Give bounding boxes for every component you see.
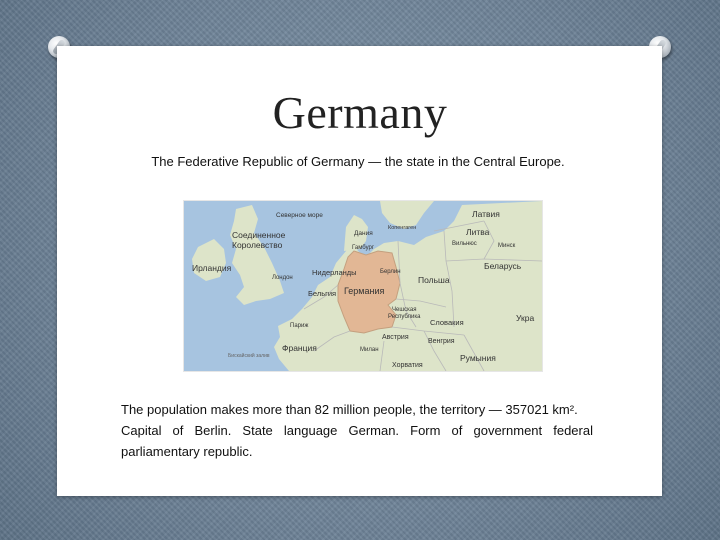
- map-label-poland: Польша: [418, 275, 450, 285]
- slide-title: Germany: [272, 87, 448, 138]
- map-label-ireland: Ирландия: [192, 263, 232, 273]
- map-label-france: Франция: [282, 343, 317, 353]
- map-label-czech-line2: Республика: [388, 314, 421, 320]
- map-label-czech-line1: Чешская: [392, 307, 417, 313]
- map-label-copenhagen: Копенгаген: [388, 225, 417, 231]
- slide-body: [121, 399, 593, 462]
- map-label-slovakia: Словакия: [430, 318, 464, 327]
- map-label-uk-line1: Соединенное: [232, 230, 286, 240]
- map-label-croatia: Хорватия: [392, 362, 423, 369]
- body-paragraph-population: The population makes more than 82 million people, the territory — 357021 km².: [121, 402, 578, 417]
- slide-subtitle: The Federative Republic of Germany — the state in the Central Europe.: [151, 154, 565, 169]
- map-label-north-sea: Северное море: [276, 212, 323, 219]
- map-label-hungary: Венгрия: [428, 338, 455, 345]
- map-label-lithuania: Литва: [466, 227, 490, 237]
- map-label-hamburg: Гамбург: [352, 245, 375, 251]
- map-label-bay-of-biscay: Бискайский залив: [228, 353, 270, 359]
- map-label-austria: Австрия: [382, 334, 409, 341]
- body-paragraph-capital: Capital of Berlin. State language German. Form of government federal parliamentary republic.: [121, 423, 593, 459]
- map-label-netherlands: Нидерланды: [312, 268, 357, 277]
- map-label-london: Лондон: [272, 275, 293, 281]
- map-label-milan: Милан: [360, 347, 379, 353]
- map-label-paris: Париж: [290, 323, 309, 329]
- map-label-belgium: Бельгия: [308, 289, 337, 298]
- map-label-berlin: Берлин: [380, 269, 401, 275]
- europe-map: [183, 200, 543, 372]
- map-label-denmark: Дания: [354, 230, 373, 237]
- map-label-latvia: Латвия: [472, 209, 500, 219]
- map-label-romania: Румыния: [460, 353, 496, 363]
- europe-map-graphic: [184, 201, 542, 371]
- map-label-minsk: Минск: [498, 243, 516, 249]
- map-label-belarus: Беларусь: [484, 261, 522, 271]
- map-label-uk-line2: Королевство: [232, 240, 283, 250]
- map-label-vilnius: Вильнюс: [452, 241, 477, 247]
- map-label-ukraine: Укра: [516, 313, 535, 323]
- map-label-germany: Германия: [344, 286, 385, 296]
